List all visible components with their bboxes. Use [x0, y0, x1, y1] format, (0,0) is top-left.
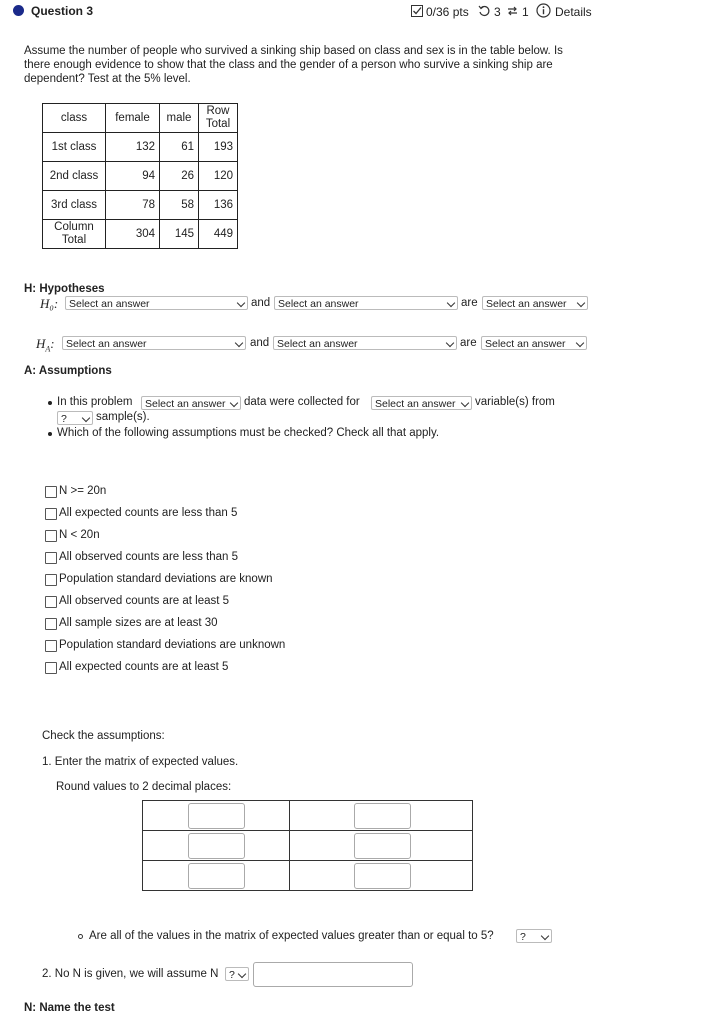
data-collected-prefix: In this problem — [57, 396, 133, 408]
data-type-select[interactable]: Select an answer — [141, 396, 241, 410]
assumption-checkbox[interactable] — [45, 486, 57, 498]
points-text: 0/36 pts — [426, 5, 469, 19]
h0-and-text: and — [251, 297, 271, 309]
ha-label: $H_A$: — [36, 336, 55, 354]
table-header: male — [160, 104, 199, 133]
check-heading: Check the assumptions: — [42, 730, 165, 742]
info-icon[interactable] — [536, 3, 551, 18]
variable-count-select[interactable]: Select an answer — [371, 396, 472, 410]
name-test-heading: N: Name the test — [24, 1002, 115, 1014]
matrix-divider — [289, 801, 290, 890]
table-row-label: Column Total — [43, 220, 106, 249]
round-note: Round values to 2 decimal places: — [56, 781, 232, 793]
expected-value-input[interactable] — [188, 803, 245, 829]
assumption-checkbox[interactable] — [45, 618, 57, 630]
table-cell: 78 — [106, 191, 160, 220]
assumption-option-label: N >= 20n — [59, 485, 107, 497]
table-cell: 120 — [199, 162, 238, 191]
assumption-option-label: All observed counts are less than 5 — [59, 551, 238, 563]
assumption-checkbox[interactable] — [45, 508, 57, 520]
hypotheses-heading: H: Hypotheses — [24, 283, 105, 295]
sample-count-select[interactable]: ? — [57, 411, 93, 425]
retry-icon — [478, 5, 490, 17]
table-cell: 304 — [106, 220, 160, 249]
score-checkbox-icon — [411, 5, 423, 17]
expected-value-input[interactable] — [354, 833, 411, 859]
table-row-label: 1st class — [43, 133, 106, 162]
table-cell: 58 — [160, 191, 199, 220]
question-prompt: Assume the number of people who survived a sinking ship based on class and sex is in the table below. Is there enough evidence to show that the class and the gender of a person who survive a sinking ship are dependent? Test at the 5% level. — [24, 45, 563, 85]
data-collected-suffix: variable(s) from — [475, 396, 555, 408]
assumption-option-label: All sample sizes are at least 30 — [59, 617, 218, 629]
table-cell: 136 — [199, 191, 238, 220]
details-link[interactable]: Details — [555, 5, 592, 19]
table-cell: 449 — [199, 220, 238, 249]
ha-variable1-select[interactable]: Select an answer — [62, 336, 246, 350]
h0-variable2-select[interactable]: Select an answer — [274, 296, 458, 310]
table-row-label: 3rd class — [43, 191, 106, 220]
h0-relation-select[interactable]: Select an answer — [482, 296, 588, 310]
expected-value-input[interactable] — [354, 803, 411, 829]
table-header: female — [106, 104, 160, 133]
assumption-option-label: All observed counts are at least 5 — [59, 595, 230, 607]
table-row-label: 2nd class — [43, 162, 106, 191]
expected-value-input[interactable] — [188, 833, 245, 859]
survival-table — [42, 103, 238, 249]
assumption-checkbox[interactable] — [45, 662, 57, 674]
expected-ge5-question: Are all of the values in the matrix of expected values greater than or equal to 5? — [89, 930, 494, 942]
table-cell: 193 — [199, 133, 238, 162]
expected-ge5-select[interactable]: ? — [516, 929, 552, 943]
assumptions-question: Which of the following assumptions must be checked? Check all that apply. — [57, 427, 440, 439]
assumptions-heading: A: Assumptions — [24, 365, 112, 377]
table-cell: 61 — [160, 133, 199, 162]
ha-relation-select[interactable]: Select an answer — [481, 336, 587, 350]
table-cell: 26 — [160, 162, 199, 191]
assumption-option-label: Population standard deviations are known — [59, 573, 273, 585]
data-collected-mid: data were collected for — [244, 396, 360, 408]
submissions-icon — [506, 5, 519, 17]
assumption-option-label: All expected counts are at least 5 — [59, 661, 229, 673]
step2-text: 2. No N is given, we will assume N — [42, 968, 219, 980]
n-assumption-select[interactable]: ? — [225, 967, 249, 981]
bullet-dot — [48, 401, 52, 405]
assumption-checkbox[interactable] — [45, 640, 57, 652]
submission-count: 1 — [522, 5, 529, 19]
assumption-checkbox[interactable] — [45, 552, 57, 564]
table-header: Row Total — [199, 104, 238, 133]
assumption-checkbox[interactable] — [45, 574, 57, 586]
h0-are-text: are — [461, 297, 478, 309]
expected-value-input[interactable] — [354, 863, 411, 889]
question-label: Question 3 — [31, 4, 94, 18]
h0-label: H₀: — [40, 296, 59, 311]
ha-are-text: are — [460, 337, 477, 349]
table-cell: 132 — [106, 133, 160, 162]
n-assumption-input[interactable] — [253, 962, 413, 987]
bullet-dot — [48, 432, 52, 436]
ha-variable2-select[interactable]: Select an answer — [273, 336, 457, 350]
assumption-checkbox[interactable] — [45, 530, 57, 542]
sample-suffix: sample(s). — [96, 411, 150, 423]
expected-value-input[interactable] — [188, 863, 245, 889]
step1-text: 1. Enter the matrix of expected values. — [42, 756, 239, 768]
ha-and-text: and — [250, 337, 270, 349]
question-status-dot — [13, 5, 24, 16]
bullet-circle — [78, 934, 83, 939]
matrix-divider — [143, 860, 472, 861]
h0-variable1-select[interactable]: Select an answer — [65, 296, 248, 310]
matrix-divider — [143, 830, 472, 831]
table-cell: 145 — [160, 220, 199, 249]
assumption-checkbox[interactable] — [45, 596, 57, 608]
assumption-option-label: Population standard deviations are unknown — [59, 639, 286, 651]
assumption-option-label: All expected counts are less than 5 — [59, 507, 238, 519]
retry-count: 3 — [494, 5, 501, 19]
table-cell: 94 — [106, 162, 160, 191]
assumption-option-label: N < 20n — [59, 529, 100, 541]
table-header: class — [43, 104, 106, 133]
